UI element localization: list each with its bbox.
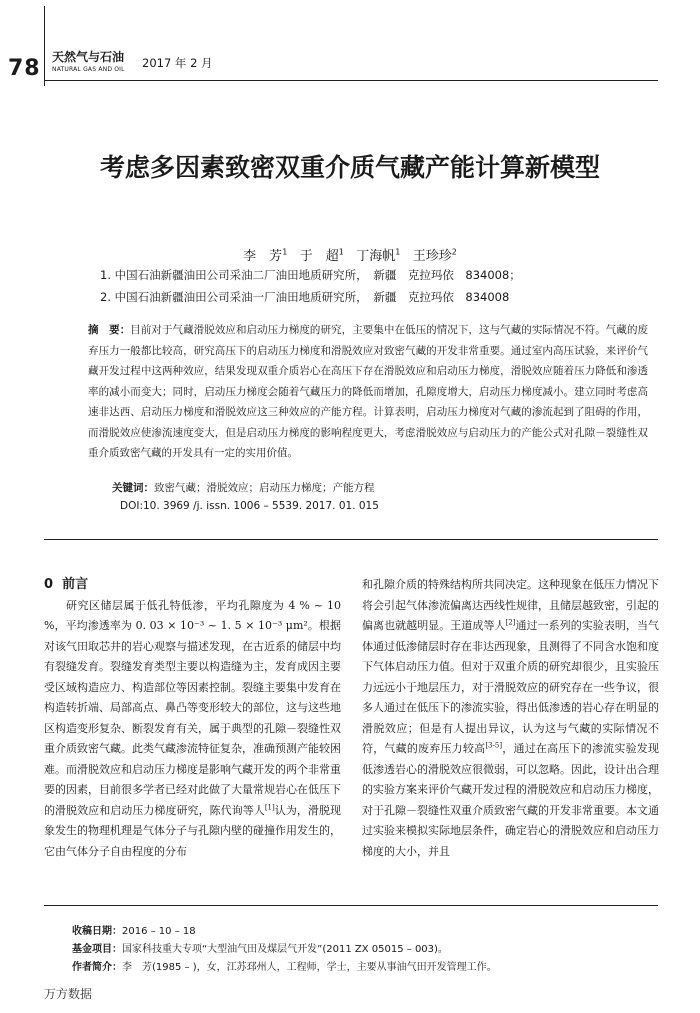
keywords: [112, 480, 375, 495]
author-affiliation-mark: 1: [338, 247, 344, 257]
keywords-text: 致密气藏；滑脱效应；启动压力梯度；产能方程: [154, 482, 375, 494]
section-title: 前言: [62, 577, 89, 592]
author: 李 芳: [243, 249, 283, 264]
article-title: 考虑多因素致密双重介质气藏产能计算新模型: [99, 153, 600, 182]
body-text: 认为，滑脱现象发生的物理机理是气体分子与孔隙内壁的碰撞作用发生的，它由气体分子自由程度的分布: [44, 803, 341, 858]
body-text: 和孔隙介质的特殊结构所共同决定。这种现象在低压力情况下将会引起气体渗流偏离达西线性规律，且储层越致密，引起的偏离也就越明显。王道成等人: [362, 578, 659, 632]
footnote-label: 收稿日期：: [72, 926, 122, 937]
body-text: 研究区储层属于低孔特低渗，平均孔隙度为 4 % ~ 10 %，平均渗透率为 0. 03 × 10⁻³ ~ 1. 5 × 10⁻³ μm²。根据对该气田取芯井的岩心观察与描述发现，在古近系的储层中均有裂缝发育。裂缝发育类型主要以构造缝为主，发育成因主要受区域构造应力、构造部位等因素控制。裂缝主要集中发育在构造转折端、局部高点、鼻凸等变形较大的部位，这与这些地区构造变形复杂、断裂发育有关，属于典型的孔隙－裂缝性双重介质致密气藏。此类气藏渗流特征复杂，准确预测产能较困难。而滑脱效应和启动压力梯度是影响气藏开发的两个非常重要的因素，目前很多学者已经对此做了大量常规岩心在低压下的滑脱效应和启动压力梯度研究，陈代询等人: [44, 598, 341, 817]
body-text: 通过一系列的实验表明，当气体通过低渗储层时存在非达西现象，且测得了不同含水饱和度下气体启动压力值。但对于双重介质的研究却很少，且实验压力远远小于地层压力，对于滑脱效应的研究存在一些争议，很多人通过在低压下的渗流实验，得出低渗透的岩心存在明显的滑脱效应；但是有人提出异议，认为这与气藏的实际情况不符，气藏的废弃压力较高: [362, 619, 660, 755]
affiliation: 1. 中国石油新疆油田公司采油二厂油田地质研究所， 新疆 克拉玛依 834008；: [100, 268, 521, 282]
header-rule: [44, 80, 658, 81]
footnote-label: 基金项目：: [72, 944, 122, 955]
footnote-text: 国家科技重大专项“大型油气田及煤层气开发”(2011 ZX 05015 – 003)。: [122, 944, 448, 955]
footnote-text: 李 芳(1985 – )，女，江苏邳州人，工程师，学士，主要从事油气田开发管理工作。: [122, 962, 497, 973]
footnote-rule: [44, 905, 658, 906]
header-vertical-rule: [44, 6, 45, 86]
body-paragraph: [362, 575, 659, 862]
issue-date: 2017 年 2 月: [142, 56, 213, 70]
author-list: [0, 245, 700, 264]
footnote-text: 2016 – 10 – 18: [122, 926, 196, 937]
abstract-rule: [44, 539, 658, 540]
abstract-text: 目前对于气藏滑脱效应和启动压力梯度的研究，主要集中在低压的情况下，这与气藏的实际情况不符。气藏的废弃压力一般都比较高，研究高压下的启动压力梯度和滑脱效应对致密气藏的开发非常重要。通过室内高压试验，来评价气藏开发过程中这两种效应，结果发现双重介质岩心在高压下存在滑脱效应和启动压力梯度，滑脱效应随着压力降低和渗透率的减小而变大；同时，启动压力梯度会随着气藏压力的降低而增加，孔隙度增大，启动压力梯度减小。建立同时考虑高速非达西、启动压力梯度和滑脱效应这三种效应的产能方程。计算表明，启动压力梯度对气藏的渗流起到了阻碍的作用，而滑脱效应使渗流速度变大，但是启动压力梯度的影响程度更大，考虑滑脱效应与启动压力的产能公式对孔隙－裂缝性双重介质致密气藏的开发具有一定的实用价值。: [88, 324, 649, 459]
citation-ref: [2]: [505, 618, 516, 627]
footnote-author: [72, 958, 497, 973]
footnote-label: 作者简介：: [72, 962, 122, 973]
body-column-right: [362, 575, 659, 862]
citation-ref: [1]: [264, 802, 275, 811]
author-affiliation-mark: 2: [451, 247, 457, 257]
author: 丁海帆: [356, 249, 396, 264]
body-text: ，通过在高压下的渗流实验发现低渗透岩心的滑脱效应很微弱，可以忽略。因此，设计出合理的实验方案来评价气藏开发过程的滑脱效应和启动压力梯度，对于孔隙－裂缝性双重介质致密气藏的开发非常重要。本文通过实验来模拟实际地层条件，确定岩心的滑脱效应和启动压力梯度的大小，并且: [362, 742, 660, 858]
doi: DOI:10. 3969 /j. issn. 1006 – 5539. 2017. 01. 015: [120, 500, 379, 512]
section-heading: [44, 575, 341, 596]
journal-title-cn: 天然气与石油: [52, 50, 125, 64]
citation-ref: [3-5]: [485, 741, 503, 750]
abstract: [88, 320, 648, 464]
author: 于 超: [299, 249, 339, 264]
footnote-received: [72, 922, 196, 937]
watermark: 万方数据: [44, 987, 93, 1001]
author: 王珍珍: [412, 249, 452, 264]
page-number: 78: [8, 56, 41, 81]
keywords-label: 关键词：: [112, 482, 154, 494]
body-paragraph: [44, 596, 341, 863]
author-affiliation-mark: 1: [395, 247, 401, 257]
body-column-left: [44, 575, 341, 862]
affiliation: 2. 中国石油新疆油田公司采油一厂油田地质研究所， 新疆 克拉玛依 834008: [100, 290, 510, 304]
section-number: 0: [44, 577, 54, 592]
author-affiliation-mark: 1: [282, 247, 288, 257]
footnote-fund: [72, 940, 448, 955]
abstract-label: 摘 要：: [88, 324, 131, 336]
journal-title-en: NATURAL GAS AND OIL: [52, 66, 125, 73]
